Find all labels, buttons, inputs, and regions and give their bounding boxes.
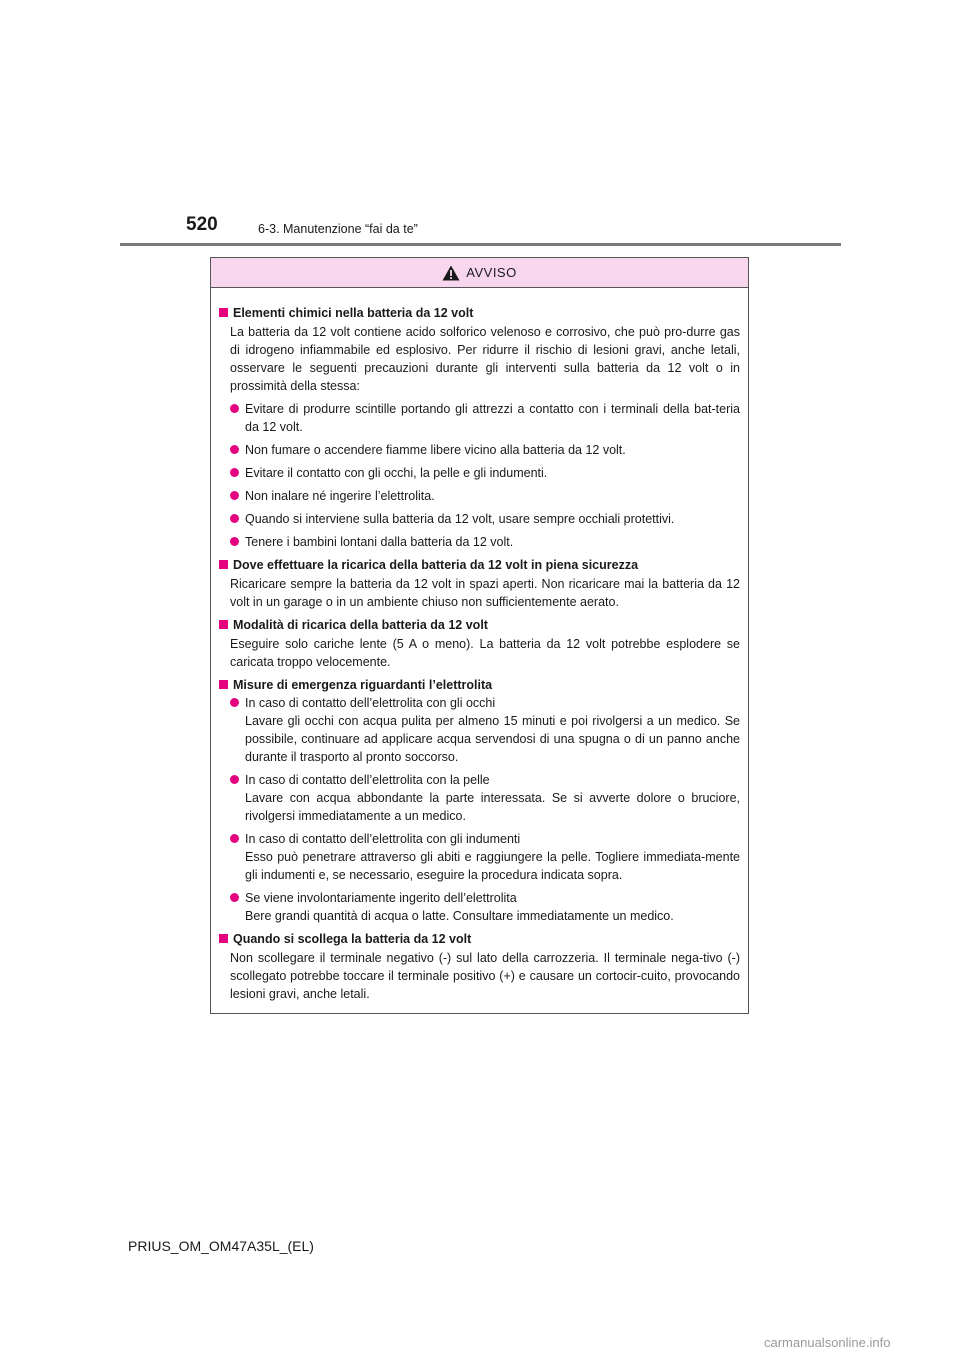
bullet-text <box>245 487 740 505</box>
bullet-item <box>219 400 740 436</box>
square-bullet-icon <box>219 308 228 317</box>
warning-triangle-icon <box>442 265 460 281</box>
warning-item-heading <box>219 556 740 574</box>
round-bullet-icon <box>230 537 239 546</box>
round-bullet-icon <box>230 834 239 843</box>
bullet-line: Tenere i bambini lontani dalla batteria da 12 volt. <box>245 535 514 549</box>
round-bullet-icon <box>230 445 239 454</box>
square-bullet-icon <box>219 620 228 629</box>
warning-item-heading <box>219 930 740 948</box>
document-id: PRIUS_OM_OM47A35L_(EL) <box>128 1238 314 1254</box>
round-bullet-icon <box>230 514 239 523</box>
bullet-line: In caso di contatto dell’elettrolita con gli occhi <box>245 696 496 710</box>
bullet-line: Quando si interviene sulla batteria da 12 volt, usare sempre occhiali protettivi. <box>245 512 675 526</box>
round-bullet-icon <box>230 775 239 784</box>
round-bullet-icon <box>230 468 239 477</box>
warning-item-text: Eseguire solo cariche lente (5 A o meno). La batteria da 12 volt potrebbe esplodere se caricata troppo velocemente. <box>230 637 740 669</box>
warning-body <box>211 288 748 1003</box>
bullet-line: Se viene involontariamente ingerito dell’elettrolita <box>245 891 517 905</box>
header-rule <box>120 243 841 246</box>
warning-item-heading <box>219 616 740 634</box>
warning-item-heading <box>219 676 740 694</box>
bullet-detail: Lavare gli occhi con acqua pulita per almeno 15 minuti e poi rivolgersi a un medico. Se possibile, continuare ad applicare acqua servendosi di una spugna o di un panno anche durante il trasporto al pronto soccorso. <box>245 714 740 764</box>
warning-box <box>210 257 749 1014</box>
round-bullet-icon <box>230 404 239 413</box>
bullet-item <box>219 441 740 459</box>
bullet-item <box>219 830 740 884</box>
warning-item-text: La batteria da 12 volt contiene acido solforico velenoso e corrosivo, che può pro-durre gas di idrogeno infiammabile ed esplosivo. Per ridurre il rischio di lesioni gravi, anche letali, osservare le seguenti precauzioni durante gli interventi sulla batteria da 12 volt o in prossimità della stessa: <box>230 325 740 393</box>
bullet-line: Non inalare né ingerire l’elettrolita. <box>245 489 435 503</box>
warning-item-text: Ricaricare sempre la batteria da 12 volt in spazi aperti. Non ricaricare mai la batteria da 12 volt in un garage o in un ambiente chiuso non sufficientemente aerato. <box>230 577 740 609</box>
warning-header <box>211 258 748 288</box>
section-title: 6-3. Manutenzione “fai da te” <box>258 222 418 236</box>
bullet-text <box>245 889 740 925</box>
square-bullet-icon <box>219 934 228 943</box>
bullet-line: In caso di contatto dell’elettrolita con la pelle <box>245 773 490 787</box>
bullet-line: Evitare di produrre scintille portando gli attrezzi a contatto con i terminali della bat-teria da 12 volt. <box>245 402 740 434</box>
bullet-line: Evitare il contatto con gli occhi, la pelle e gli indumenti. <box>245 466 548 480</box>
warning-item-title: Dove effettuare la ricarica della batteria da 12 volt in piena sicurezza <box>233 558 639 572</box>
round-bullet-icon <box>230 491 239 500</box>
bullet-text <box>245 771 740 825</box>
round-bullet-icon <box>230 698 239 707</box>
bullet-item <box>219 889 740 925</box>
bullet-detail: Lavare con acqua abbondante la parte interessata. Se si avverte dolore o bruciore, rivolgersi immediatamente a un medico. <box>245 791 740 823</box>
bullet-line: In caso di contatto dell’elettrolita con gli indumenti <box>245 832 521 846</box>
warning-item-text: Non scollegare il terminale negativo (-) sul lato della carrozzeria. Il terminale nega-tivo (-) scollegato potrebbe toccare il terminale positivo (+) e causare un cortocir-cuito, provocando lesioni gravi, anche letali. <box>230 951 740 1001</box>
bullet-item <box>219 533 740 551</box>
bullet-detail: Esso può penetrare attraverso gli abiti e raggiungere la pelle. Togliere immediata-mente gli indumenti e, se necessario, eseguire la procedura indicata sopra. <box>245 850 740 882</box>
warning-item-heading <box>219 304 740 322</box>
bullet-text <box>245 533 740 551</box>
watermark: carmanualsonline.info <box>764 1335 891 1350</box>
square-bullet-icon <box>219 680 228 689</box>
bullet-item <box>219 487 740 505</box>
warning-label: AVVISO <box>466 265 517 280</box>
bullet-text <box>245 400 740 436</box>
bullet-text <box>245 464 740 482</box>
bullet-item <box>219 464 740 482</box>
bullet-item <box>219 510 740 528</box>
round-bullet-icon <box>230 893 239 902</box>
warning-item-title: Quando si scollega la batteria da 12 volt <box>233 932 472 946</box>
bullet-text <box>245 510 740 528</box>
warning-item-title: Misure di emergenza riguardanti l’elettrolita <box>233 678 493 692</box>
square-bullet-icon <box>219 560 228 569</box>
bullet-item <box>219 771 740 825</box>
bullet-detail: Bere grandi quantità di acqua o latte. Consultare immediatamente un medico. <box>245 909 674 923</box>
page-number: 520 <box>186 214 218 235</box>
bullet-text <box>245 830 740 884</box>
warning-item-title: Elementi chimici nella batteria da 12 volt <box>233 306 474 320</box>
bullet-item <box>219 694 740 766</box>
bullet-line: Non fumare o accendere fiamme libere vicino alla batteria da 12 volt. <box>245 443 626 457</box>
bullet-text <box>245 441 740 459</box>
warning-item-title: Modalità di ricarica della batteria da 12 volt <box>233 618 488 632</box>
bullet-text <box>245 694 740 766</box>
